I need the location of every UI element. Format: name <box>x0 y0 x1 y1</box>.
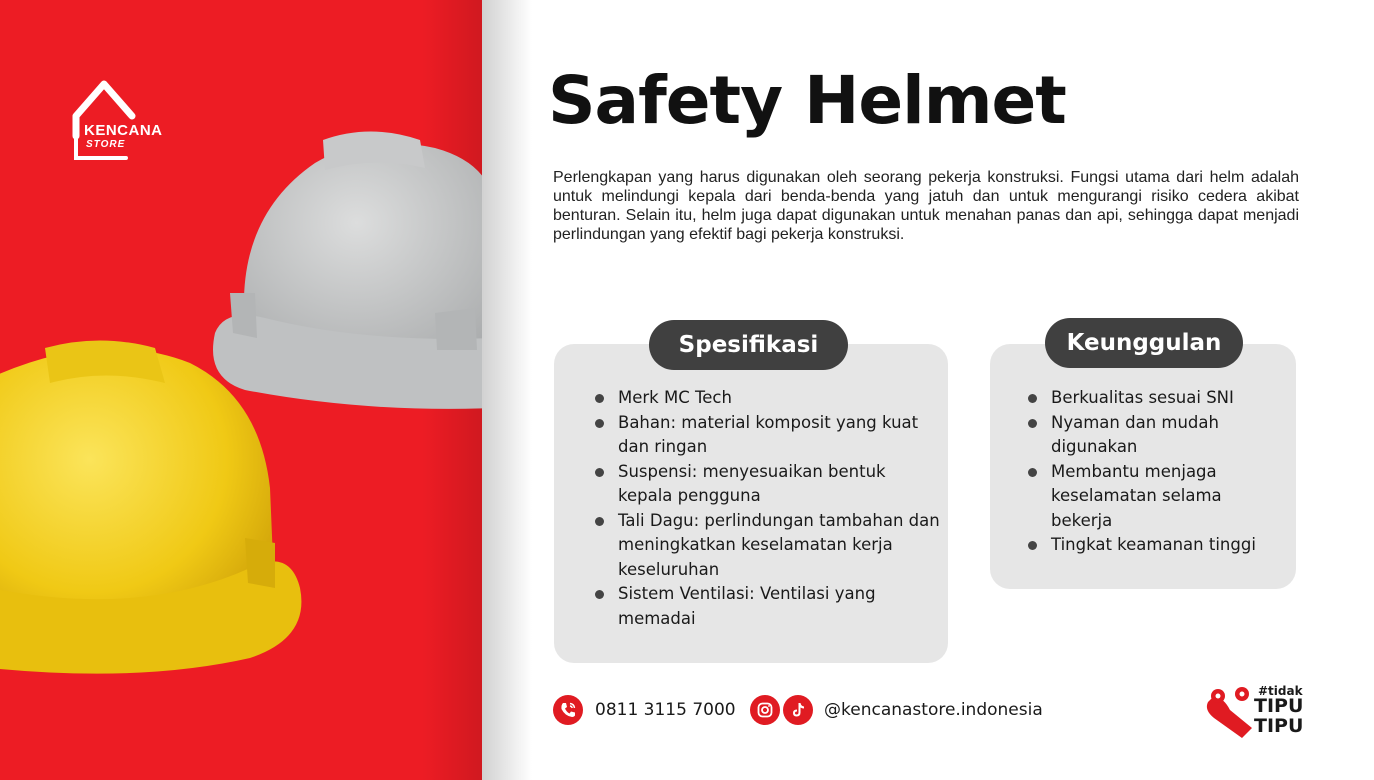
instagram-icon[interactable] <box>750 695 780 725</box>
specification-heading: Spesifikasi <box>649 320 848 370</box>
list-item: Tali Dagu: perlindungan tambahan dan meningkatkan keselamatan kerja keseluruhan <box>595 509 945 583</box>
brand-name: KENCANA <box>84 122 163 139</box>
badge-tag: #tidak <box>1258 684 1303 698</box>
page-title: Safety Helmet <box>548 62 1066 139</box>
phone-number[interactable]: 0811 3115 7000 <box>595 700 736 720</box>
list-item: Sistem Ventilasi: Ventilasi yang memadai <box>595 582 945 631</box>
specification-list <box>595 386 945 631</box>
tiktok-icon[interactable] <box>783 695 813 725</box>
advantages-heading: Keunggulan <box>1045 318 1243 368</box>
list-item: Membantu menjaga keselamatan selama bekerja <box>1028 460 1283 534</box>
product-description: Perlengkapan yang harus digunakan oleh seorang pekerja konstruksi. Fungsi utama dari helm adalah untuk melindungi kepala dari benda-benda yang jatuh dan untuk mengurangi risiko cedera akibat benturan. Selain itu, helm juga dapat digunakan untuk menahan panas dan api, sehingga dapat menjadi perlindungan yang efektif bagi pekerja konstruksi. <box>553 169 1299 243</box>
social-handle[interactable]: @kencanastore.indonesia <box>824 700 1043 720</box>
brand-sub: STORE <box>86 139 126 150</box>
product-image-panel <box>0 0 482 780</box>
panel-divider-shadow <box>482 0 532 780</box>
list-item: Nyaman dan mudah digunakan <box>1028 411 1283 460</box>
badge-line1: TIPU <box>1254 695 1304 717</box>
advantages-list <box>1028 386 1283 558</box>
list-item: Bahan: material komposit yang kuat dan ringan <box>595 411 945 460</box>
phone-icon[interactable] <box>553 695 583 725</box>
kencana-logo-icon <box>66 76 186 166</box>
yellow-helmet-image <box>0 338 320 688</box>
tidak-tipu-badge <box>1202 680 1312 740</box>
list-item: Berkualitas sesuai SNI <box>1028 386 1283 411</box>
badge-line2: TIPU <box>1254 715 1304 737</box>
list-item: Suspensi: menyesuaikan bentuk kepala pengguna <box>595 460 945 509</box>
list-item: Tingkat keamanan tinggi <box>1028 533 1283 558</box>
list-item: Merk MC Tech <box>595 386 945 411</box>
